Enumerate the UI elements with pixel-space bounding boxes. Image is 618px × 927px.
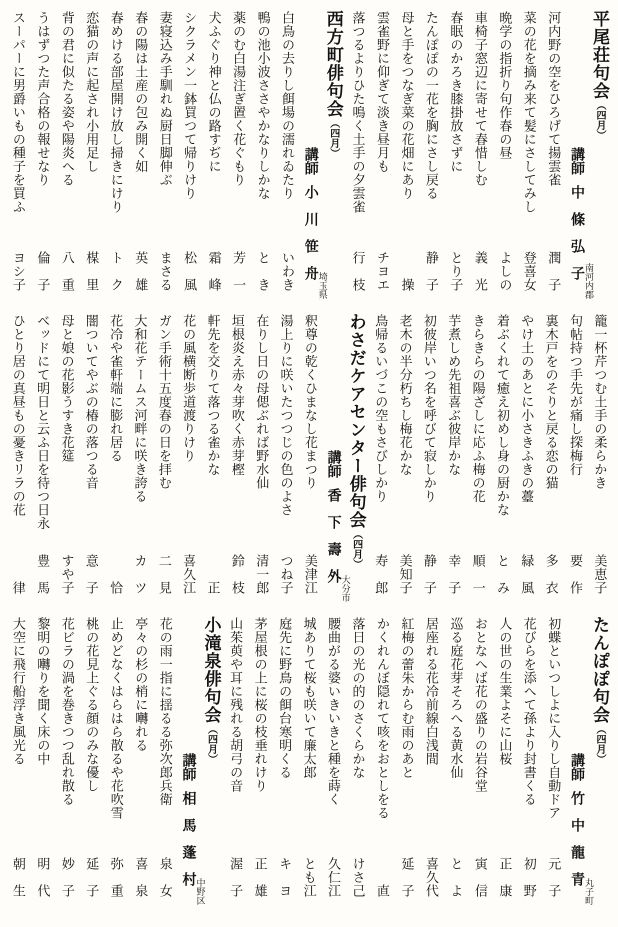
haiku-text: 芋煮しめ先祖喜ぶ彼岸かな — [446, 314, 462, 476]
haiku-column — [104, 614, 128, 915]
haiku-text: たんぽぽの一花を胸にさし戻る — [423, 11, 439, 200]
haiku-text: 雲雀野に仰ぎて淡き昼月も — [374, 11, 390, 173]
haiku-text: シクラメン一鉢買つて帰りけり — [182, 11, 198, 200]
haiku-column — [6, 8, 30, 309]
haiku-text: ガン手術十五度春の日を拝む — [156, 314, 172, 490]
haiku-column — [517, 8, 541, 309]
haiku-author: カ ツ — [132, 553, 148, 594]
haiku-text: 釈尊の乾くひまなし花まつり — [302, 314, 318, 490]
haiku-author: 多 衣 — [543, 553, 559, 594]
haiku-column — [31, 8, 55, 309]
haiku-author: 松 風 — [182, 250, 198, 291]
haiku-column — [346, 8, 370, 309]
haiku-text: 着ぶくれて癒え初めし身の厨かな — [494, 314, 510, 517]
haiku-author: 朝 生 — [10, 856, 26, 897]
haiku-text: 晩学の指折り句作春の昼 — [497, 11, 513, 160]
section-month: （四月） — [327, 118, 339, 158]
section-header-column — [566, 8, 612, 309]
haiku-author: いわき — [280, 250, 296, 291]
haiku-text: かくれんぼ隠れて咳をおとしをる — [374, 617, 390, 820]
haiku-text: 花びらを添へて孫より封書くる — [521, 617, 537, 806]
haiku-author: 喜久代 — [423, 856, 439, 897]
haiku-column — [346, 614, 370, 915]
section-month: （四月） — [205, 724, 217, 764]
haiku-column — [129, 8, 153, 309]
haiku-column — [563, 311, 587, 612]
haiku-author: 渥 子 — [228, 856, 244, 897]
haiku-text: 初蝶といつしよに入りし自動ドア — [546, 617, 562, 820]
lecturer-label: 講師 — [569, 147, 584, 175]
haiku-author: 静 子 — [423, 250, 439, 291]
haiku-text: 犬ふぐり神と仏の路すぢに — [206, 11, 222, 173]
haiku-column — [153, 8, 177, 309]
haiku-author: 美知子 — [397, 553, 413, 594]
haiku-author: つね子 — [278, 553, 294, 594]
haiku-column — [80, 614, 104, 915]
section-month: （四月） — [594, 100, 605, 140]
haiku-text: ベッドにて明日と云ふ日を待つ日永 — [35, 314, 51, 530]
haiku-column — [55, 614, 79, 915]
section-header-column — [323, 311, 369, 612]
section-title: 平尾荘句会 — [590, 10, 609, 100]
haiku-author: 恰 — [108, 580, 124, 594]
haiku-column — [419, 8, 443, 309]
haiku-author: ヨシ子 — [10, 250, 26, 291]
haiku-column — [153, 614, 177, 915]
haiku-text: 桃の花見上ぐる顔のみな優し — [84, 617, 100, 793]
haiku-text: 亭々の杉の梢に囀れる — [133, 617, 149, 752]
haiku-author: 八 重 — [59, 250, 75, 291]
section-header-column — [177, 614, 223, 915]
haiku-text: やけ土のあとに小さきふきの薹 — [519, 314, 535, 503]
haiku-text: 在りし日の母偲ぶれば野水仙 — [254, 314, 270, 490]
haiku-author: 倫 子 — [35, 250, 51, 291]
haiku-author: 延 子 — [399, 856, 415, 897]
haiku-text: 黎明の囀りを聞く床の中 — [35, 617, 51, 766]
haiku-author: 直 — [374, 883, 390, 897]
section-month: （四月） — [350, 529, 362, 569]
lecturer-line — [300, 10, 320, 309]
section-month: （四月） — [594, 724, 605, 764]
haiku-column — [6, 311, 30, 612]
haiku-author: とも江 — [301, 856, 317, 897]
haiku-text: 鳥帰るいづこの空もさびしかり — [373, 314, 389, 503]
haiku-column — [442, 311, 466, 612]
haiku-column — [6, 614, 30, 915]
haiku-column — [55, 8, 79, 309]
haiku-text: 籠一杯芹つむ土手の柔らかき — [592, 314, 608, 490]
haiku-column — [31, 614, 55, 915]
haiku-text: 人の世の生業よそに山桜 — [497, 617, 513, 766]
haiku-text: 落日の光の的のさくらかな — [350, 617, 366, 779]
haiku-author: 楳 里 — [84, 250, 100, 291]
haiku-text: 春眠のかろき膝掛放さずに — [448, 11, 464, 173]
haiku-text: 春めける部屋開け放し掃きにけり — [108, 11, 124, 214]
haiku-author: とり子 — [448, 250, 464, 291]
haiku-column — [588, 311, 612, 612]
haiku-column — [395, 8, 419, 309]
haiku-column — [466, 311, 490, 612]
haiku-column — [128, 311, 152, 612]
section-title-line — [587, 616, 612, 915]
haiku-column — [393, 311, 417, 612]
lecturer-label: 講師 — [302, 147, 318, 175]
haiku-text: 妻寝込み手馴れぬ厨日脚伸ぶ — [157, 11, 173, 187]
haiku-author: 行 枝 — [350, 250, 366, 291]
haiku-author: 律 — [10, 580, 26, 594]
haiku-text: 腰曲がる婆いきいきと種を蒔く — [326, 617, 342, 806]
band-middle — [6, 311, 612, 612]
haiku-text: 老木の半分朽ちし梅花かな — [397, 314, 413, 476]
haiku-author: 豊 馬 — [35, 553, 51, 594]
lecturer-line — [566, 616, 586, 915]
haiku-author: すや子 — [59, 553, 75, 594]
haiku-author: 妙 子 — [59, 856, 75, 897]
haiku-column — [515, 311, 539, 612]
section-title-line — [321, 10, 346, 309]
haiku-column — [226, 8, 250, 309]
haiku-column — [129, 614, 153, 915]
haiku-text: 山茱萸や耳に残れる胡弓の音 — [228, 617, 244, 793]
section-title-line — [344, 313, 369, 612]
haiku-author: 明 代 — [35, 856, 51, 897]
haiku-text: 鴨の池小波ささやかなりしかな — [255, 11, 271, 200]
haiku-author: 寿 郎 — [373, 553, 389, 594]
haiku-text: 母と手をつなぎ菜の花畑にあり — [399, 11, 415, 200]
haiku-text: 句帖持つ手先が痛し探梅行 — [567, 314, 583, 476]
haiku-column — [55, 311, 79, 612]
haiku-column — [370, 614, 394, 915]
location-label: 中野区 — [195, 878, 206, 905]
haiku-author: 清一郎 — [254, 553, 270, 594]
section-title-line — [198, 616, 223, 915]
haiku-author: 正 雄 — [252, 856, 268, 897]
lecturer-label: 講師 — [325, 450, 341, 478]
haiku-text: 垣根炎え赤々芽吹く赤芽樫 — [229, 314, 245, 476]
haiku-text: 花冷や雀軒端に膨れ居る — [108, 314, 124, 463]
haiku-author: 幸 子 — [446, 553, 462, 594]
haiku-text: 河内野の空をひろげて揚雲雀 — [546, 11, 562, 187]
haiku-author: 潤 子 — [546, 250, 562, 291]
haiku-author: 霜 峰 — [206, 250, 222, 291]
haiku-column — [248, 614, 272, 915]
lecturer-label: 講師 — [569, 753, 584, 781]
haiku-text: 春の陽は土産の包み開く如 — [133, 11, 149, 173]
haiku-column — [370, 8, 394, 309]
haiku-author: キ ヨ — [277, 856, 293, 897]
haiku-text: 背の君に似たる姿や陽炎へる — [59, 11, 75, 187]
haiku-column — [272, 614, 296, 915]
haiku-author: 登喜女 — [521, 250, 537, 291]
haiku-author: 義 光 — [472, 250, 488, 291]
haiku-text: 初彼岸いつ名を呼びて寂しかり — [421, 314, 437, 503]
haiku-column — [177, 8, 201, 309]
haiku-text: 茅屋根の上に桜の枝垂れけり — [252, 617, 268, 793]
haiku-author: 英 雄 — [133, 250, 149, 291]
haiku-column — [30, 311, 54, 612]
haiku-column — [321, 614, 345, 915]
haiku-column — [297, 614, 321, 915]
haiku-column — [444, 614, 468, 915]
haiku-text: うはずつた声合格の報せなり — [35, 11, 51, 187]
haiku-column — [80, 8, 104, 309]
haiku-column — [369, 311, 393, 612]
haiku-column — [152, 311, 176, 612]
haiku-column — [468, 8, 492, 309]
haiku-author: 意 子 — [83, 553, 99, 594]
haiku-author: 要 作 — [567, 553, 583, 594]
haiku-column — [298, 311, 322, 612]
haiku-author: 元 子 — [546, 856, 562, 897]
haiku-author: と み — [494, 553, 510, 594]
haiku-text: 車椅子窓辺に寄せて春惜しむ — [472, 11, 488, 187]
haiku-text: 庭先に野鳥の餌台寒明くる — [277, 617, 293, 779]
haiku-author: 正 康 — [497, 856, 513, 897]
section-header-column — [566, 614, 612, 915]
haiku-text: ひとり居の真昼もの憂きリラの花 — [10, 314, 26, 517]
haiku-column — [517, 614, 541, 915]
lecturer-name: 竹中龍青 — [569, 791, 584, 899]
haiku-text: 花の風横断歩道渡りけり — [181, 314, 197, 463]
haiku-column — [444, 8, 468, 309]
haiku-author: チヨエ — [374, 250, 390, 291]
haiku-column — [542, 8, 566, 309]
section-title: 西方町俳句会 — [323, 10, 343, 118]
haiku-text: 紅梅の蕾朱からむ雨のあと — [399, 617, 415, 779]
haiku-text: 巡る庭花芽そろへる黄水仙 — [448, 617, 464, 779]
lecturer-line — [323, 313, 343, 612]
location-label: 埼玉県 — [317, 272, 328, 299]
haiku-author: 順 一 — [470, 553, 486, 594]
haiku-author: 美恵子 — [592, 553, 608, 594]
section-header-column — [300, 8, 346, 309]
haiku-text: 城ありて桜も咲いて廉太郎 — [301, 617, 317, 779]
haiku-column — [177, 311, 201, 612]
haiku-text: きらきらの陽ざしに応ふ梅の花 — [470, 314, 486, 503]
haiku-text: おとなへば花の盛りの岩谷堂 — [472, 617, 488, 793]
haiku-text: 闇ついてやぶの椿の落つる音 — [83, 314, 99, 490]
haiku-author: と き — [255, 250, 271, 291]
haiku-text: 大和花テームス河畔に咲き誇る — [132, 314, 148, 503]
haiku-column — [395, 614, 419, 915]
haiku-text: 居座れる花冷前線白浅間 — [423, 617, 439, 766]
haiku-text: 恋猫の声に起され小用足し — [84, 11, 100, 173]
haiku-column — [79, 311, 103, 612]
haiku-text: 菜の花を摘み来て髪にさしてみし — [521, 11, 537, 214]
band-top — [6, 8, 612, 309]
haiku-text: 止めどなくはらはら散るや花吹雪 — [108, 617, 124, 820]
haiku-author: 泉 女 — [157, 856, 173, 897]
location-label: 丸子町 — [584, 878, 594, 905]
haiku-author: まさる — [157, 250, 173, 291]
haiku-column — [202, 8, 226, 309]
lecturer-name: 中條弘子 — [569, 185, 584, 293]
lecturer-name: 相馬蓬村 — [180, 791, 196, 899]
haiku-text: スーパーに男爵いもの種子を買ふ — [10, 11, 26, 214]
haiku-column — [490, 311, 514, 612]
haiku-author: 静 子 — [421, 553, 437, 594]
location-label: 南河内郡 — [584, 263, 594, 299]
haiku-text: 薬のむ白湯注ぎ置く花ぐもり — [231, 11, 247, 187]
haiku-column — [493, 614, 517, 915]
haiku-text: 花の雨一指に揺るる弥次郎兵衛 — [157, 617, 173, 806]
band-bottom — [6, 614, 612, 915]
haiku-author: 喜 泉 — [133, 856, 149, 897]
haiku-author: 正 — [205, 580, 221, 594]
haiku-column — [223, 614, 247, 915]
location-label: 大分市 — [340, 575, 351, 602]
haiku-column — [468, 614, 492, 915]
haiku-column — [493, 8, 517, 309]
haiku-text: 母と娘の花影うすき花筵 — [59, 314, 75, 463]
haiku-column — [104, 8, 128, 309]
haiku-text: 花ビラの渦を巻きつつ乱れ散る — [59, 617, 75, 806]
haiku-text: 大空に飛行船浮き風光る — [10, 617, 26, 766]
haiku-author: 久仁江 — [326, 856, 342, 897]
lecturer-name: 香下壽外 — [325, 488, 341, 596]
haiku-column — [542, 614, 566, 915]
haiku-column — [225, 311, 249, 612]
haiku-column — [103, 311, 127, 612]
haiku-text: 裏木戸をのそりと戻る恋の猫 — [543, 314, 559, 490]
haiku-text: 落つるよりひた鳴く土手の夕雲雀 — [350, 11, 366, 214]
haiku-column — [275, 8, 299, 309]
haiku-author: よしの — [497, 250, 513, 291]
haiku-column — [274, 311, 298, 612]
haiku-author: 延 子 — [84, 856, 100, 897]
haiku-author: 二 見 — [156, 553, 172, 594]
haiku-column — [201, 311, 225, 612]
lecturer-label: 講師 — [180, 753, 196, 781]
haiku-column — [251, 8, 275, 309]
lecturer-line — [177, 616, 197, 915]
section-title: 小滝泉俳句会 — [201, 616, 221, 724]
haiku-author: 操 — [399, 277, 415, 291]
haiku-author: 緑 風 — [519, 553, 535, 594]
haiku-text: 白鳥の去りし餌場の濡れゐたり — [280, 11, 296, 200]
haiku-author: 寅 信 — [472, 856, 488, 897]
haiku-author: けさ己 — [350, 856, 366, 897]
haiku-author: ト ク — [108, 250, 124, 291]
haiku-column — [250, 311, 274, 612]
haiku-author: 鈴 枝 — [229, 553, 245, 594]
haiku-text: 湯上りに咲いたつつじの色のよさ — [278, 314, 294, 517]
haiku-text: 軒先を交りて落つる雀かな — [205, 314, 221, 476]
haiku-author: 喜久江 — [181, 553, 197, 594]
haiku-author: 芳 一 — [231, 250, 247, 291]
haiku-author: 美津江 — [302, 553, 318, 594]
haiku-author: と よ — [448, 856, 464, 897]
lecturer-name: 小川笹舟 — [302, 185, 318, 293]
haiku-column — [417, 311, 441, 612]
section-title: わさだケアセンター俳句会 — [346, 313, 366, 529]
haiku-column — [539, 311, 563, 612]
section-title: たんぽぽ句会 — [590, 616, 609, 724]
haiku-column — [419, 614, 443, 915]
haiku-author: 初 野 — [521, 856, 537, 897]
haiku-author: 弥 重 — [108, 856, 124, 897]
